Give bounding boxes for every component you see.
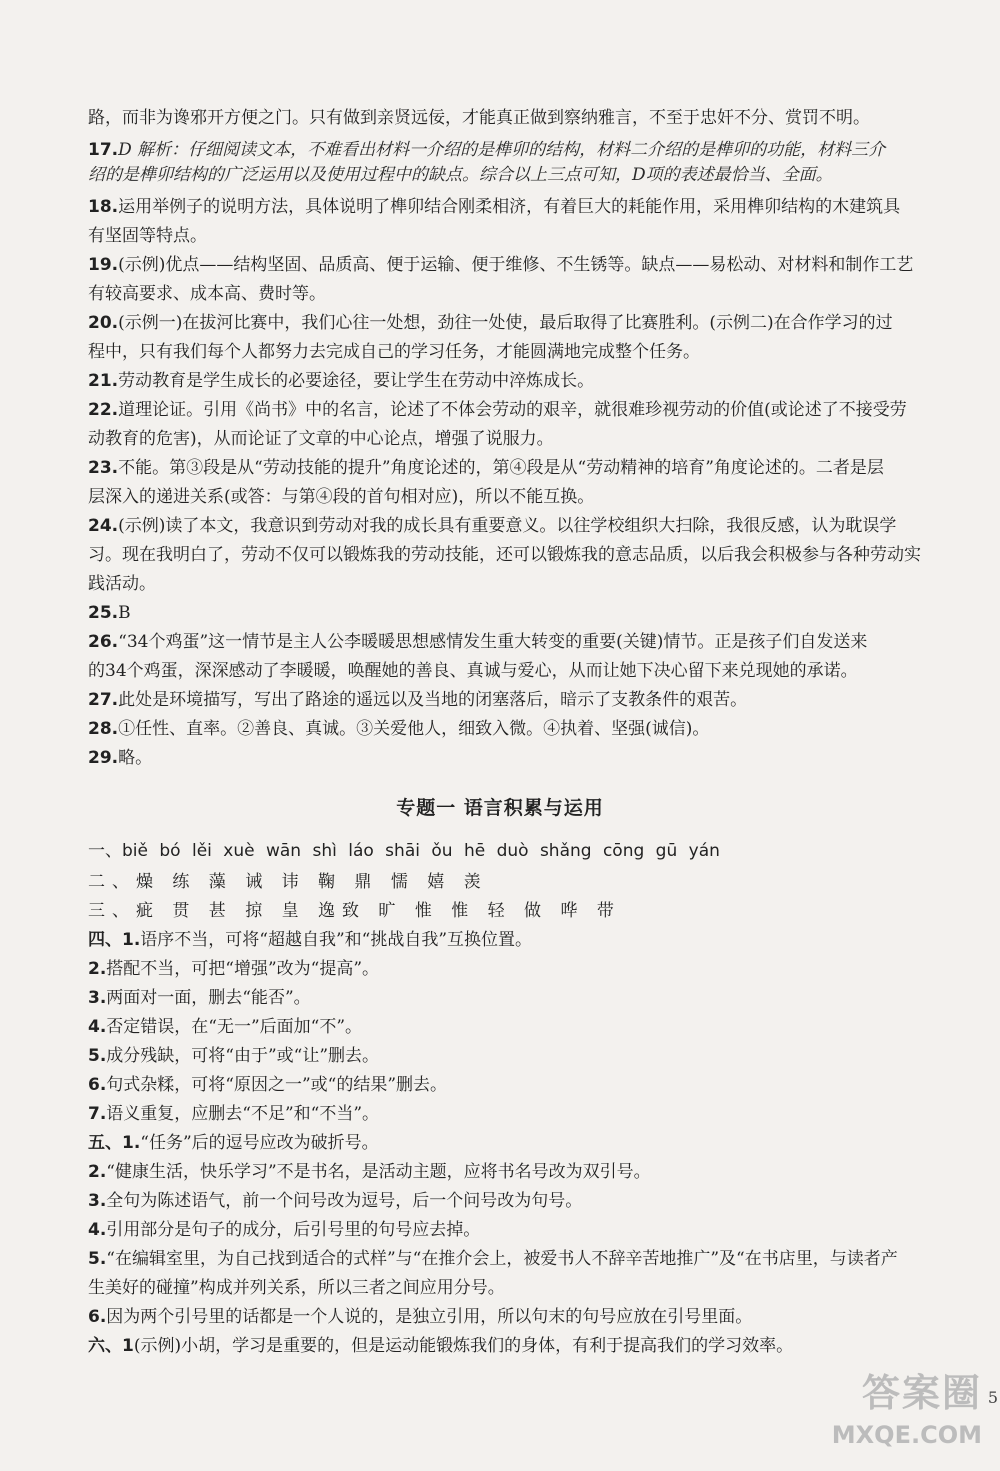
- answer-line: 5.成分残缺，可将“由于”或“让”删去。: [88, 1046, 380, 1066]
- answer-line: 2.“健康生活，快乐学习”不是书名，是活动主题，应将书名号改为双引号。: [88, 1162, 651, 1182]
- pinyin-line: 一、biě bó lěi xuè wān shì láo shāi ǒu hē duò shǎng cōng gū yán: [88, 841, 720, 861]
- answer-line: 六、1(示例)小胡，学习是重要的，但是运动能锻炼我们的身体，有利于提高我们的学习效率。: [88, 1336, 794, 1356]
- answer-line: 17.D 解析：仔细阅读文本，不难看出材料一介绍的是榫卯的结构，材料二介绍的是榫卯的功能，材料三介: [88, 140, 886, 160]
- answer-line: 程中，只有我们每个人都努力去完成自己的学习任务，才能圆满地完成整个任务。: [88, 342, 700, 362]
- watermark-logo-text: 答案圈: [861, 1371, 982, 1415]
- site-watermark: [802, 1368, 982, 1468]
- answer-line: 四、1.语序不当，可将“超越自我”和“挑战自我”互换位置。: [88, 930, 533, 950]
- answer-line: 路，而非为谗邪开方便之门。只有做到亲贤远佞，才能真正做到察纳雅言，不至于忠奸不分、赏罚不明。: [88, 108, 870, 128]
- answer-line: 动教育的危害)，从而论证了文章的中心论点，增强了说服力。: [88, 429, 554, 449]
- answer-line: 6.句式杂糅，可将“原因之一”或“的结果”删去。: [88, 1075, 448, 1095]
- answer-line: 29.略。: [88, 748, 153, 768]
- answer-line: 二、燥 练 藻 诫 讳 鞠 鼎 懦 嬉 羡: [88, 872, 488, 892]
- answer-line: 7.语义重复，应删去“不足”和“不当”。: [88, 1104, 380, 1124]
- answer-line: 27.此处是环境描写，写出了路途的遥远以及当地的闭塞落后，暗示了支教条件的艰苦。: [88, 690, 748, 710]
- answer-line: 2.搭配不当，可把“增强”改为“提高”。: [88, 959, 380, 979]
- answer-line: 层深入的递进关系(或答：与第④段的首句相对应)，所以不能互换。: [88, 487, 595, 507]
- answer-line: 28.①任性、直率。②善良、真诚。③关爱他人，细致入微。④执着、坚强(诚信)。: [88, 719, 710, 739]
- answer-line: 3.两面对一面，删去“能否”。: [88, 988, 311, 1008]
- answer-line: 22.道理论证。引用《尚书》中的名言，论述了不体会劳动的艰辛，就很难珍视劳动的价值(或论述了不接受劳: [88, 400, 907, 420]
- watermark-url: MXQE.COM: [831, 1421, 982, 1449]
- answer-line: 3.全句为陈述语气，前一个问号改为逗号，后一个问号改为句号。: [88, 1191, 583, 1211]
- answer-line: 20.(示例一)在拔河比赛中，我们心往一处想，劲往一处使，最后取得了比赛胜利。(示例二)在合作学习的过: [88, 313, 893, 333]
- answer-line: 绍的是榫卯结构的广泛运用以及使用过程中的缺点。综合以上三点可知，D项的表述最恰当、全面。: [88, 165, 833, 185]
- answer-line: 有坚固等特点。: [88, 226, 207, 246]
- page-number: 5: [987, 1388, 998, 1407]
- answer-line: 习。现在我明白了，劳动不仅可以锻炼我的劳动技能，还可以锻炼我的意志品质，以后我会积极参与各种劳动实: [88, 545, 921, 565]
- answer-line: 5.“在编辑室里，为自己找到适合的式样”与“在推介会上，被爱书人不辞辛苦地推广”及“在书店里，与读者产: [88, 1249, 898, 1269]
- answer-line: 4.引用部分是句子的成分，后引号里的句号应去掉。: [88, 1220, 481, 1240]
- answer-line: 26.“34个鸡蛋”这一情节是主人公李暖暖思想感情发生重大转变的重要(关键)情节。正是孩子们自发送来: [88, 632, 868, 652]
- answer-line: 三、疵 贯 甚 掠 皇 逸致 旷 惟 惟 轻 做 哗 带: [88, 901, 621, 921]
- answer-line: 25.B: [88, 603, 131, 623]
- answer-line: 生美好的碰撞”构成并列关系，所以三者之间应用分号。: [88, 1278, 505, 1298]
- answer-line: 21.劳动教育是学生成长的必要途径，要让学生在劳动中淬炼成长。: [88, 371, 595, 391]
- answer-line: 24.(示例)读了本文，我意识到劳动对我的成长具有重要意义。以往学校组织大扫除，我很反感，认为耽误学: [88, 516, 897, 536]
- answer-line: 4.否定错误，在“无一”后面加“不”。: [88, 1017, 363, 1037]
- answer-line: 6.因为两个引号里的话都是一个人说的，是独立引用，所以句末的句号应放在引号里面。: [88, 1307, 753, 1327]
- section-title: 专题一 语言积累与运用: [396, 797, 604, 819]
- answer-line: 18.运用举例子的说明方法，具体说明了榫卯结合刚柔相济，有着巨大的耗能作用，采用榫卯结构的木建筑具: [88, 197, 901, 217]
- answer-line: 19.(示例)优点——结构坚固、品质高、便于运输、便于维修、不生锈等。缺点——易松动、对材料和制作工艺: [88, 255, 914, 275]
- answer-line: 践活动。: [88, 574, 156, 594]
- answer-line: 有较高要求、成本高、费时等。: [88, 284, 326, 304]
- answer-line: 五、1.“任务”后的逗号应改为破折号。: [88, 1133, 379, 1153]
- answer-line: 23.不能。第③段是从“劳动技能的提升”角度论述的，第④段是从“劳动精神的培育”角度论述的。二者是层: [88, 458, 884, 478]
- answer-line: 的34个鸡蛋，深深感动了李暖暖，唤醒她的善良、真诚与爱心，从而让她下决心留下来兑现她的承诺。: [88, 661, 858, 681]
